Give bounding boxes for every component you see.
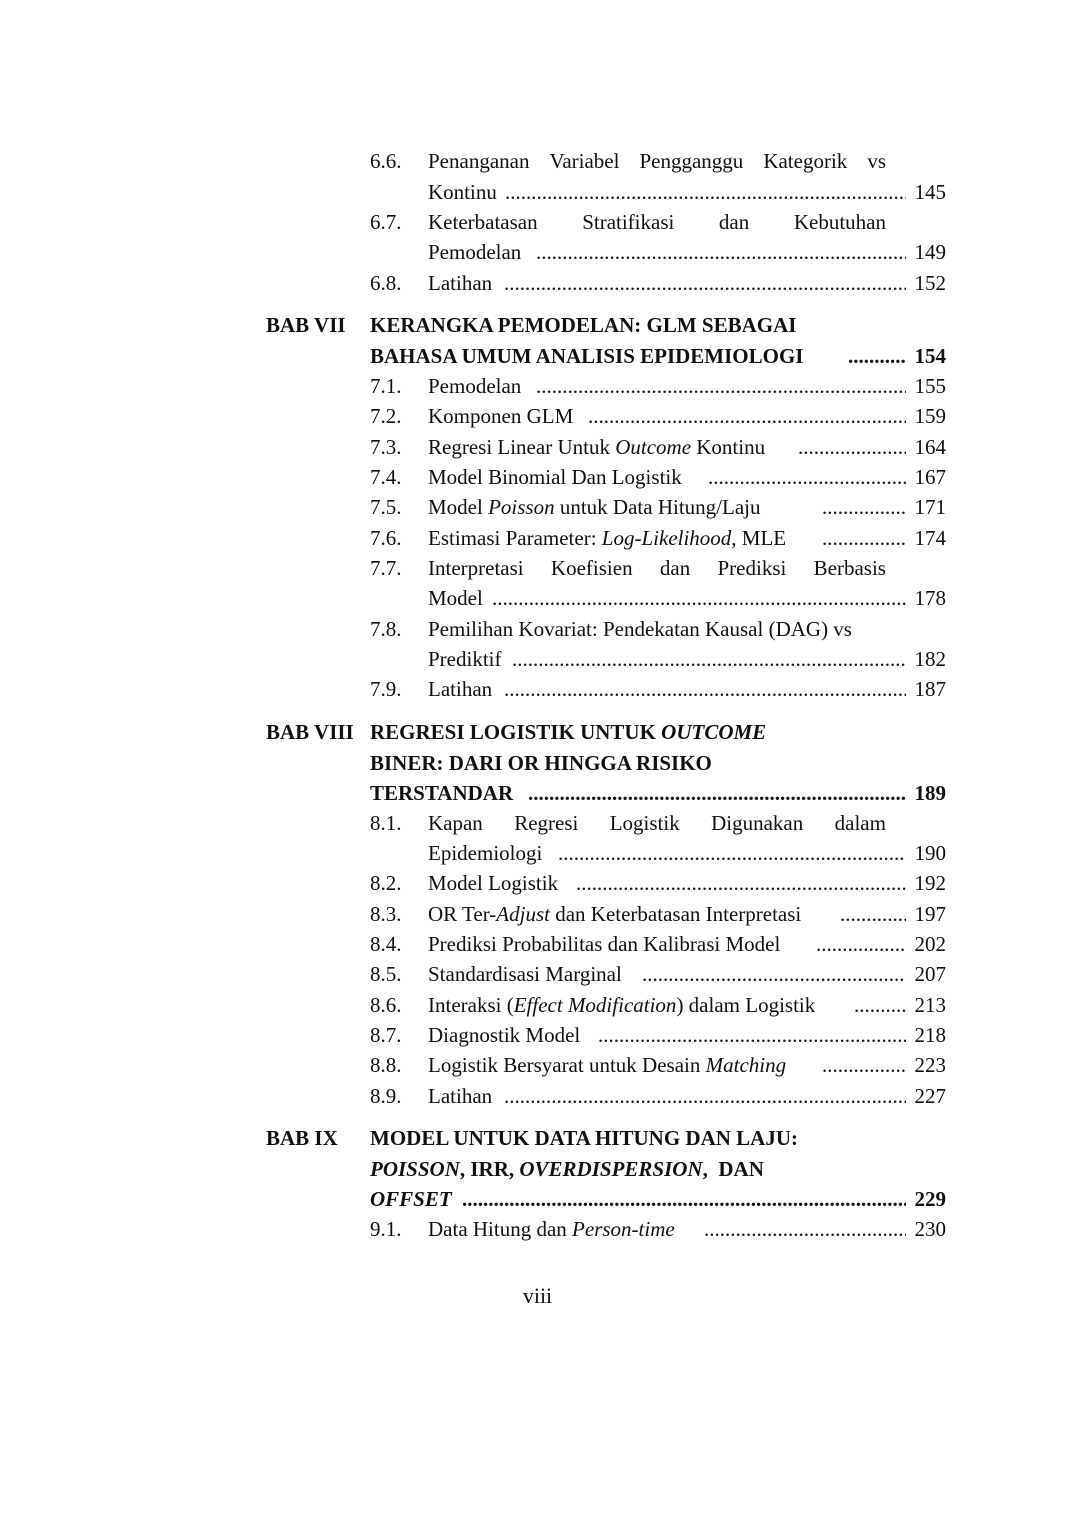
- leader-dots: [798, 432, 906, 462]
- toc-entry-7-7: [0, 553, 1075, 583]
- chapter-title-line3: OFFSET: [370, 1187, 452, 1211]
- section-title: Diagnostik Model: [428, 1023, 581, 1047]
- section-title-line1: Pemilihan Kovariat: Pendekatan Kausal (DAG) vs: [428, 617, 852, 641]
- toc-entry-7-3: [0, 432, 1075, 462]
- toc-entry-8-5: [0, 959, 1075, 989]
- leader-dots: [492, 583, 906, 613]
- toc-chapter-9-cont1: [0, 1154, 1075, 1184]
- toc-entry-7-8: [0, 614, 1075, 644]
- section-number: 8.5.: [370, 962, 402, 986]
- leader-dots: [462, 1184, 906, 1214]
- leader-dots: [588, 401, 906, 431]
- leader-dots: [848, 341, 906, 371]
- section-title-line2: Prediktif: [428, 647, 502, 671]
- page-number: 187: [914, 677, 946, 701]
- toc-entry-7-9: [0, 674, 1075, 704]
- toc-entry-6-7-cont: [0, 237, 1075, 267]
- page-number: 190: [914, 841, 946, 865]
- section-title: Logistik Bersyarat untuk Desain Matching: [428, 1053, 787, 1077]
- page-number: 159: [914, 404, 946, 428]
- section-number: 7.8.: [370, 617, 402, 641]
- leader-dots: [505, 177, 906, 207]
- section-title: Latihan: [428, 271, 493, 295]
- section-title: Data Hitung dan Person-time: [428, 1217, 675, 1241]
- section-number: 8.8.: [370, 1053, 402, 1077]
- section-title: Model Binomial Dan Logistik: [428, 465, 682, 489]
- toc-chapter-7-cont: [0, 341, 1075, 371]
- leader-dots: [822, 523, 906, 553]
- toc-entry-7-2: [0, 401, 1075, 431]
- toc-entry-7-4: [0, 462, 1075, 492]
- leader-dots: [840, 899, 906, 929]
- toc-entry-8-1-cont: [0, 838, 1075, 868]
- page-number: 164: [914, 435, 946, 459]
- section-number: 8.3.: [370, 902, 402, 926]
- section-title: Estimasi Parameter: Log-Likelihood, MLE: [428, 526, 787, 550]
- section-number: 7.1.: [370, 374, 402, 398]
- toc-chapter-7: [0, 310, 1075, 340]
- section-title-line1: Keterbatasan Stratifikasi dan Kebutuhan: [428, 210, 886, 234]
- section-number: 6.7.: [370, 210, 402, 234]
- toc-entry-8-4: [0, 929, 1075, 959]
- section-number: 7.3.: [370, 435, 402, 459]
- toc-chapter-9-cont2: [0, 1184, 1075, 1214]
- page-number: 154: [914, 344, 946, 368]
- chapter-label: BAB VII: [266, 313, 346, 337]
- leader-dots: [504, 268, 906, 298]
- section-number: 8.9.: [370, 1084, 402, 1108]
- chapter-title-line3: TERSTANDAR: [370, 781, 514, 805]
- leader-dots: [536, 237, 906, 267]
- leader-dots: [642, 959, 906, 989]
- section-title-line2: Model: [428, 586, 483, 610]
- page-number: 149: [914, 240, 946, 264]
- toc-entry-8-9: [0, 1081, 1075, 1111]
- toc-entry-8-2: [0, 868, 1075, 898]
- page-number: 230: [914, 1217, 946, 1241]
- page-number: 189: [914, 781, 946, 805]
- page-number: 152: [914, 271, 946, 295]
- page-number: 155: [914, 374, 946, 398]
- toc-entry-7-8-cont: [0, 644, 1075, 674]
- section-title-line2: Pemodelan: [428, 240, 522, 264]
- chapter-label: BAB IX: [266, 1126, 338, 1150]
- page-number: 167: [914, 465, 946, 489]
- leader-dots: [504, 674, 906, 704]
- toc-entry-8-6: [0, 990, 1075, 1020]
- leader-dots: [536, 371, 906, 401]
- chapter-title-line1: REGRESI LOGISTIK UNTUK OUTCOME: [370, 720, 767, 744]
- page-number: 192: [914, 871, 946, 895]
- page-number: 182: [914, 647, 946, 671]
- section-number: 8.7.: [370, 1023, 402, 1047]
- page-number: 227: [914, 1084, 946, 1108]
- toc-entry-9-1: [0, 1214, 1075, 1244]
- section-number: 7.6.: [370, 526, 402, 550]
- section-title: Regresi Linear Untuk Outcome Kontinu: [428, 435, 766, 459]
- leader-dots: [576, 868, 906, 898]
- toc-entry-8-8: [0, 1050, 1075, 1080]
- toc-chapter-9: [0, 1123, 1075, 1153]
- leader-dots: [708, 462, 906, 492]
- leader-dots: [558, 838, 906, 868]
- section-title: Komponen GLM: [428, 404, 574, 428]
- chapter-title-line2: POISSON, IRR, OVERDISPERSION, DAN: [370, 1157, 764, 1181]
- leader-dots: [598, 1020, 906, 1050]
- page-number: 174: [914, 526, 946, 550]
- section-title-line2: Kontinu: [428, 180, 497, 204]
- page-footer-number: viii: [522, 1283, 553, 1308]
- page-number: 178: [914, 586, 946, 610]
- section-title: Standardisasi Marginal: [428, 962, 622, 986]
- toc-chapter-8: [0, 717, 1075, 747]
- chapter-title-line2: BINER: DARI OR HINGGA RISIKO: [370, 751, 712, 775]
- section-number: 9.1.: [370, 1217, 402, 1241]
- section-number: 7.9.: [370, 677, 402, 701]
- leader-dots: [512, 644, 906, 674]
- toc-entry-7-5: [0, 492, 1075, 522]
- toc-entry-6-8: [0, 268, 1075, 298]
- toc-entry-6-7: [0, 207, 1075, 237]
- section-number: 8.2.: [370, 871, 402, 895]
- toc-entry-7-6: [0, 523, 1075, 553]
- page-number: 223: [914, 1053, 946, 1077]
- section-title-line1: Penanganan Variabel Pengganggu Kategorik vs: [428, 149, 886, 173]
- toc-chapter-8-cont2: [0, 778, 1075, 808]
- toc-entry-8-1: [0, 808, 1075, 838]
- section-title-line2: Epidemiologi: [428, 841, 543, 865]
- section-number: 7.4.: [370, 465, 402, 489]
- page-number: 207: [914, 962, 946, 986]
- leader-dots: [504, 1081, 906, 1111]
- toc-entry-7-7-cont: [0, 583, 1075, 613]
- section-title: Model Logistik: [428, 871, 559, 895]
- leader-dots: [822, 492, 906, 522]
- page-number: 202: [914, 932, 946, 956]
- section-title: Model Poisson untuk Data Hitung/Laju: [428, 495, 761, 519]
- leader-dots: [528, 778, 906, 808]
- section-number: 7.2.: [370, 404, 402, 428]
- chapter-title-line1: MODEL UNTUK DATA HITUNG DAN LAJU:: [370, 1126, 798, 1150]
- chapter-title-line1: KERANGKA PEMODELAN: GLM SEBAGAI: [370, 313, 797, 337]
- section-title: Latihan: [428, 1084, 493, 1108]
- section-title: Pemodelan: [428, 374, 522, 398]
- page-number: 145: [914, 180, 946, 204]
- section-number: 8.4.: [370, 932, 402, 956]
- page-number: 218: [914, 1023, 946, 1047]
- section-number: 7.7.: [370, 556, 402, 580]
- toc-entry-6-6: [0, 146, 1075, 176]
- section-number: 8.6.: [370, 993, 402, 1017]
- page-number: 171: [914, 495, 946, 519]
- section-title-line1: Interpretasi Koefisien dan Prediksi Berbasis: [428, 556, 886, 580]
- section-title: OR Ter-Adjust dan Keterbatasan Interpretasi: [428, 902, 802, 926]
- section-number: 8.1.: [370, 811, 402, 835]
- section-number: 6.8.: [370, 271, 402, 295]
- leader-dots: [704, 1214, 906, 1244]
- chapter-label: BAB VIII: [266, 720, 354, 744]
- toc-entry-8-7: [0, 1020, 1075, 1050]
- section-title: Prediksi Probabilitas dan Kalibrasi Model: [428, 932, 781, 956]
- section-number: 7.5.: [370, 495, 402, 519]
- toc-entry-8-3: [0, 899, 1075, 929]
- section-title-line1: Kapan Regresi Logistik Digunakan dalam: [428, 811, 886, 835]
- leader-dots: [854, 990, 906, 1020]
- toc-chapter-8-cont1: [0, 748, 1075, 778]
- page-number: 229: [914, 1187, 946, 1211]
- section-number: 6.6.: [370, 149, 402, 173]
- chapter-title-line2: BAHASA UMUM ANALISIS EPIDEMIOLOGI: [370, 344, 804, 368]
- toc-entry-6-6-cont: [0, 177, 1075, 207]
- section-title: Latihan: [428, 677, 493, 701]
- page-number: 197: [914, 902, 946, 926]
- leader-dots: [822, 1050, 906, 1080]
- section-title: Interaksi (Effect Modification) dalam Logistik: [428, 993, 816, 1017]
- toc-entry-7-1: [0, 371, 1075, 401]
- leader-dots: [816, 929, 906, 959]
- page-number: 213: [914, 993, 946, 1017]
